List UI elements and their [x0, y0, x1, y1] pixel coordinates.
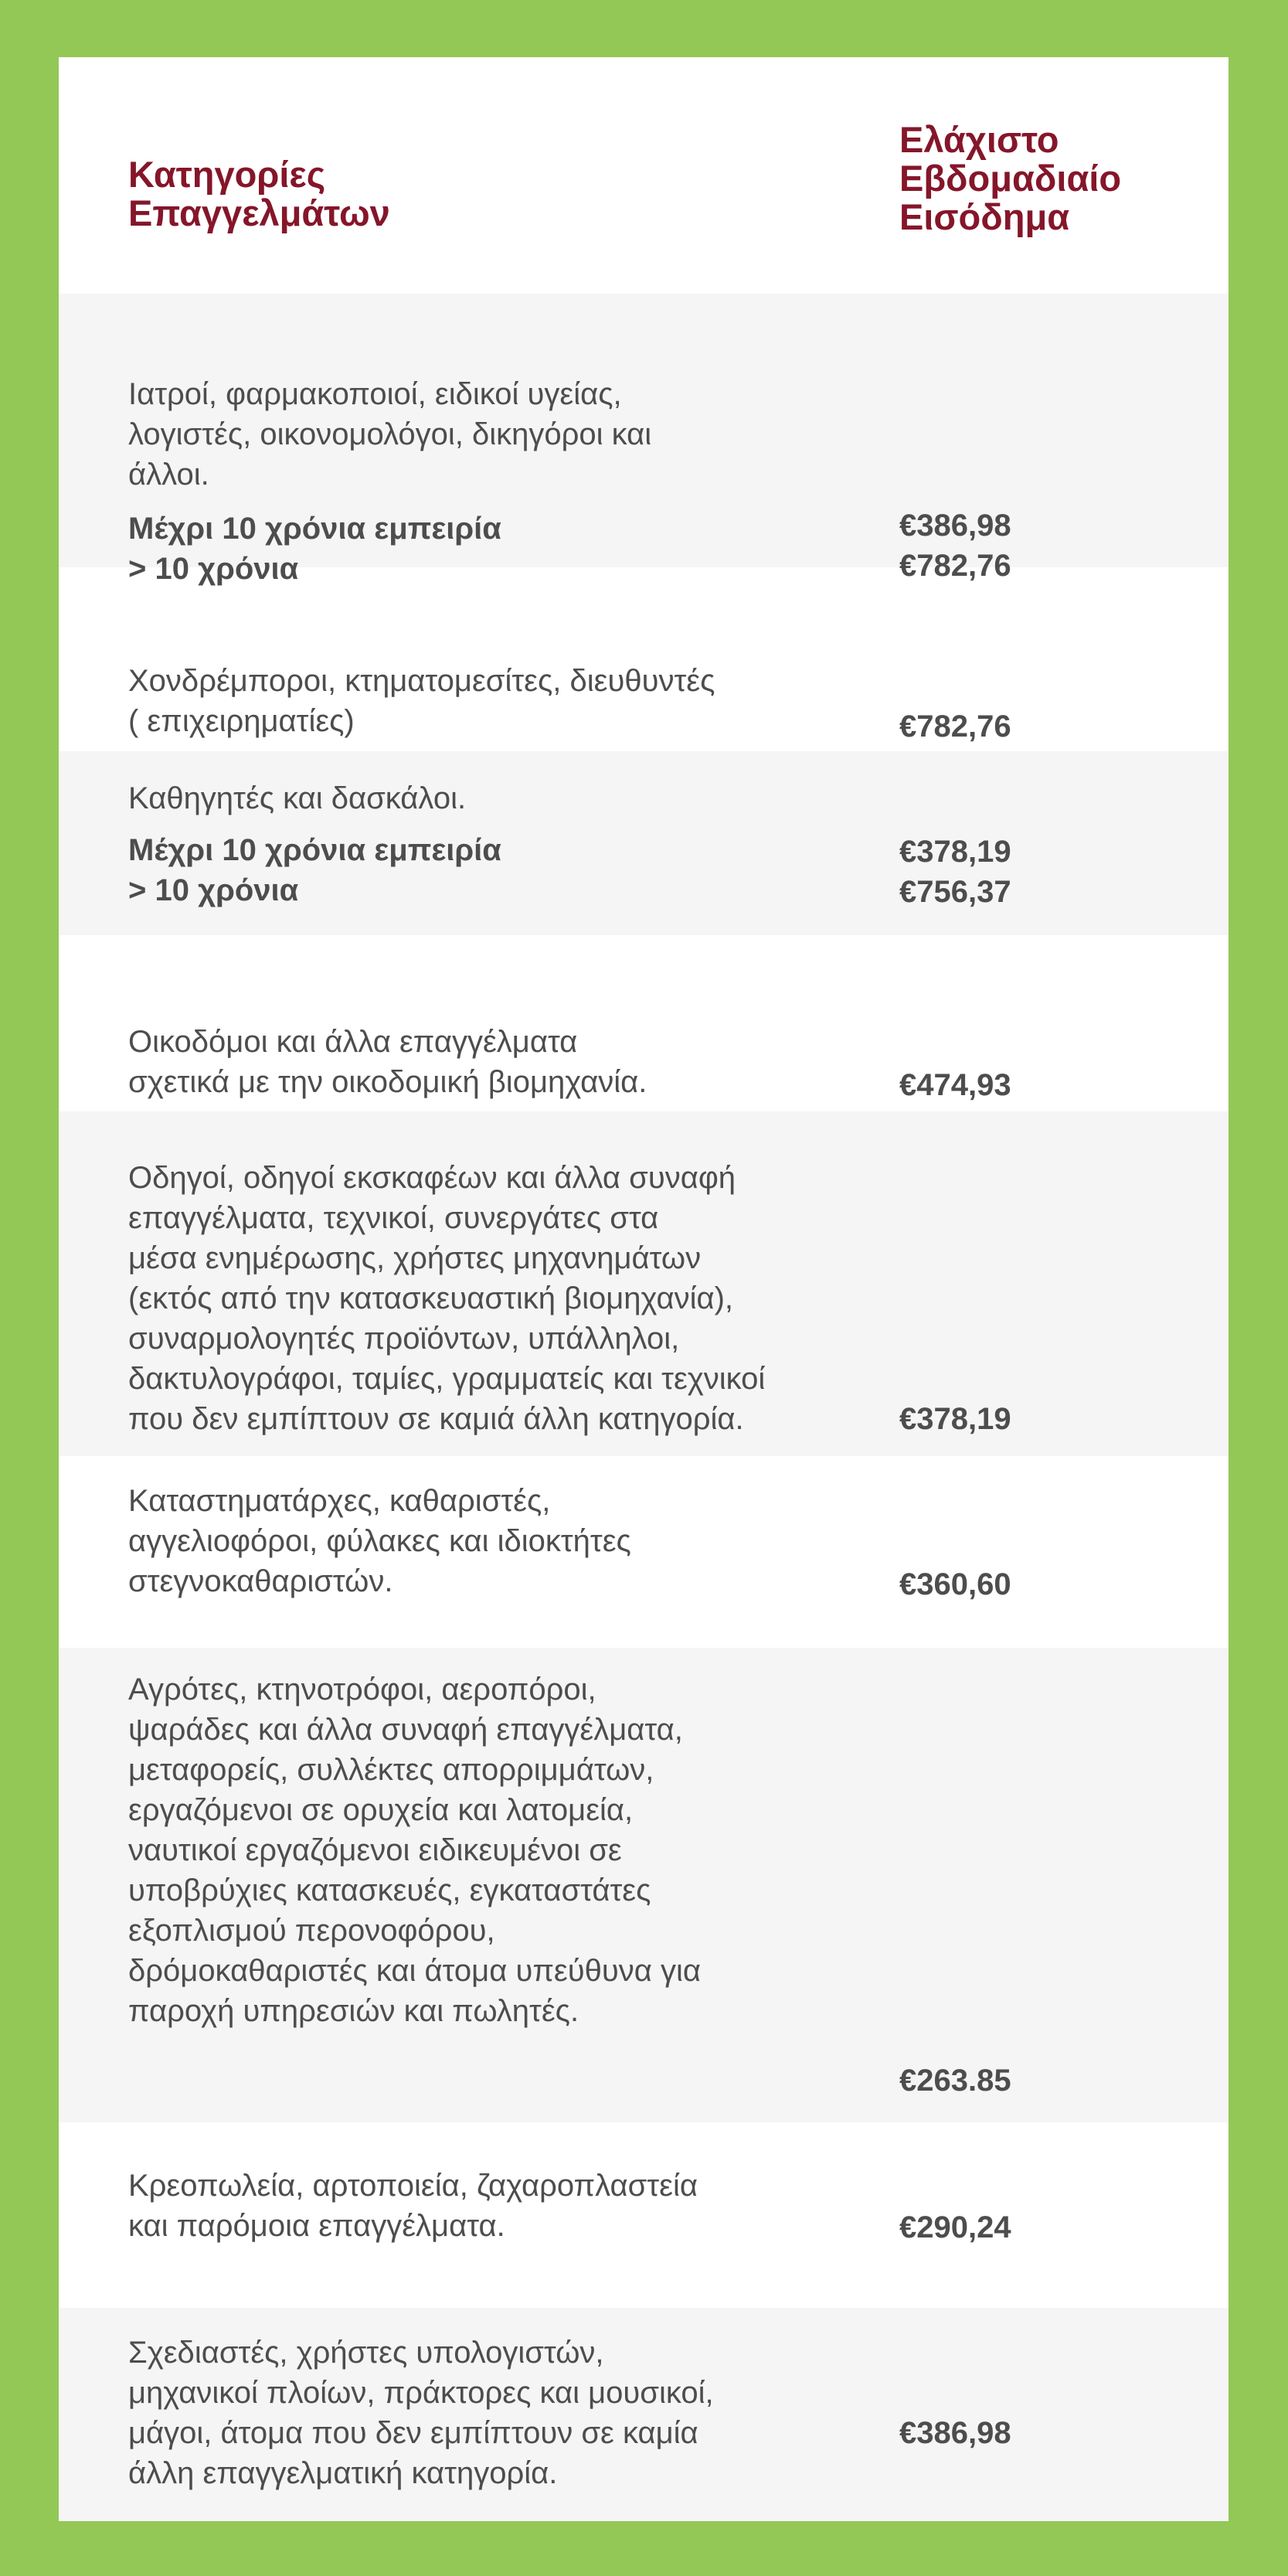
header-income [899, 121, 1121, 237]
income-value: €378,19 [899, 1402, 1011, 1436]
description-line: ψαράδες και άλλα συναφή επαγγέλματα, [128, 1713, 683, 1747]
description-line: στεγνοκαθαριστών. [128, 1564, 393, 1598]
description-line: συναρμολογητές προϊόντων, υπάλληλοι, [128, 1322, 680, 1356]
income-value: €263.85 [899, 2064, 1011, 2098]
row-description [128, 374, 901, 495]
header-categories [128, 155, 390, 233]
experience-line: Μέχρι 10 χρόνια εμπειρία [128, 512, 501, 546]
header-income-line: Εισόδημα [899, 196, 1070, 237]
description-line: μάγοι, άτομα που δεν εμπίπτουν σε καμία [128, 2416, 698, 2450]
description-line: (εκτός από την κατασκευαστική βιομηχανία), [128, 1281, 734, 1315]
description-line: και παρόμοια επαγγέλματα. [128, 2209, 505, 2243]
description-line: δακτυλογράφοι, ταμίες, γραμματείς και τεχνικοί [128, 1362, 766, 1396]
experience-line: Μέχρι 10 χρόνια εμπειρία [128, 833, 501, 867]
description-line: εξοπλισμού περονοφόρου, [128, 1914, 495, 1948]
row-description [128, 1158, 901, 1439]
row-description [128, 1022, 901, 1102]
income-value: €756,37 [899, 875, 1011, 909]
row-description [128, 2333, 901, 2493]
income-value: €386,98 [899, 2416, 1011, 2450]
description-line: αγγελιοφόροι, φύλακες και ιδιοκτήτες [128, 1524, 631, 1558]
table-row [59, 1456, 1229, 1648]
description-line: λογιστές, οικονομολόγοι, δικηγόροι και [128, 417, 652, 451]
description-line: εργαζόμενοι σε ορυχεία και λατομεία, [128, 1793, 634, 1827]
description-line: παροχή υπηρεσιών και πωλητές. [128, 1994, 579, 2028]
table-row [59, 2308, 1229, 2521]
row-description [128, 661, 901, 741]
row-description [128, 1669, 901, 2031]
table-row [59, 294, 1229, 586]
table-row [59, 567, 1229, 751]
table-row [59, 1648, 1229, 2122]
row-description [128, 2166, 901, 2246]
description-line: σχετικά με την οικοδομική βιομηχανία. [128, 1065, 647, 1099]
description-line: ( επιχειρηματίες) [128, 704, 355, 738]
row-income-value [899, 2060, 1011, 2101]
income-value: €378,19 [899, 835, 1011, 869]
table-row [59, 1111, 1229, 1456]
description-line: ναυτικοί εργαζόμενοι ειδικευμένοι σε [128, 1833, 622, 1867]
row-description [128, 778, 901, 818]
table-row [59, 751, 1229, 935]
table-row [59, 2122, 1229, 2308]
income-value: €290,24 [899, 2210, 1011, 2244]
description-line: άλλη επαγγελματική κατηγορία. [128, 2456, 558, 2490]
experience-line: > 10 χρόνια [128, 552, 299, 586]
description-line: μέσα ενημέρωσης, χρήστες μηχανημάτων [128, 1241, 702, 1275]
row-income-value [899, 2413, 1011, 2453]
table-row [59, 935, 1229, 1111]
income-value: €782,76 [899, 549, 1011, 583]
income-value: €474,93 [899, 1068, 1011, 1102]
row-income-value [899, 1399, 1011, 1439]
description-line: υποβρύχιες κατασκευές, εγκαταστάτες [128, 1873, 651, 1907]
description-line: άλλοι. [128, 458, 209, 492]
header-income-line: Εβδομαδιαίο [899, 158, 1122, 199]
description-line: μηχανικοί πλοίων, πράκτορες και μουσικοί, [128, 2376, 714, 2410]
header-categories-line: Επαγγελμάτων [128, 192, 390, 233]
description-line: Καθηγητές και δασκάλοι. [128, 781, 467, 815]
description-line: Ιατροί, φαρμακοποιοί, ειδικοί υγείας, [128, 377, 622, 411]
row-income-value [899, 832, 1011, 912]
income-value: €782,76 [899, 710, 1011, 744]
income-value: €360,60 [899, 1567, 1011, 1601]
header-categories-line: Κατηγορίες [128, 154, 326, 195]
row-experience [128, 830, 501, 910]
description-line: Σχεδιαστές, χρήστες υπολογιστών, [128, 2336, 604, 2370]
row-income-value [899, 706, 1011, 747]
description-line: Καταστηματάρχες, καθαριστές, [128, 1484, 551, 1518]
description-line: μεταφορείς, συλλέκτες απορριμμάτων, [128, 1753, 654, 1787]
row-income-value [899, 1065, 1011, 1105]
row-income-value [899, 1564, 1011, 1604]
experience-line: > 10 χρόνια [128, 873, 299, 907]
income-table-card [59, 57, 1229, 2518]
header-income-line: Ελάχιστο [899, 119, 1059, 160]
table-header [59, 57, 1229, 294]
description-line: δρόμοκαθαριστές και άτομα υπεύθυνα για [128, 1954, 701, 1988]
description-line: Οδηγοί, οδηγοί εκσκαφέων και άλλα συναφή [128, 1161, 736, 1195]
description-line: επαγγέλματα, τεχνικοί, συνεργάτες στα [128, 1201, 659, 1235]
row-income-value [899, 2207, 1011, 2248]
description-line: Κρεοπωλεία, αρτοποιεία, ζαχαροπλαστεία [128, 2169, 698, 2203]
row-description [128, 1481, 901, 1601]
description-line: που δεν εμπίπτουν σε καμιά άλλη κατηγορία. [128, 1402, 744, 1436]
income-value: €386,98 [899, 509, 1011, 543]
description-line: Χονδρέμποροι, κτηματομεσίτες, διευθυντές [128, 664, 715, 698]
description-line: Οικοδόμοι και άλλα επαγγέλματα [128, 1025, 578, 1059]
description-line: Αγρότες, κτηνοτρόφοι, αεροπόροι, [128, 1673, 596, 1707]
